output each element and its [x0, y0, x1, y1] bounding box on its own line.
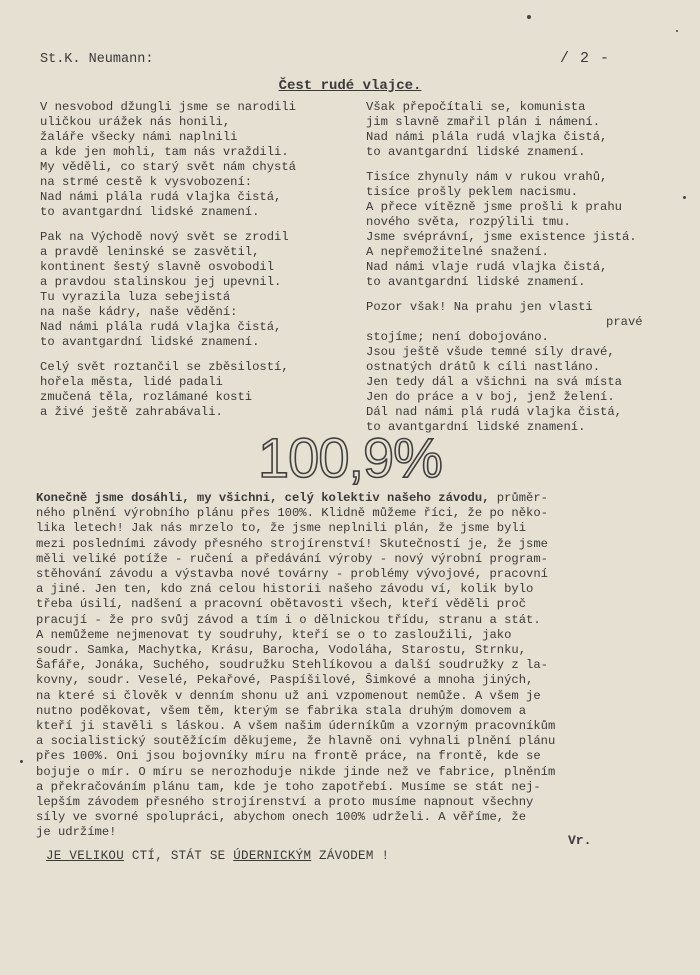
poem-right-column — [366, 100, 686, 445]
headline-percentage: 100,9% — [258, 426, 442, 489]
article-line: Šafáře, Jonáka, Suchého, soudružku Stehlíkovou a další soudružky z la- — [36, 658, 548, 673]
poem-line: na strmé cestě k vysvobození: — [40, 175, 253, 189]
poem-line: Tu vyrazila luza sebejistá — [40, 290, 231, 304]
poem-stanza — [366, 170, 686, 290]
poem-line: Nad námi plála rudá vlajka čistá, — [40, 320, 282, 334]
poem-line: a živé ještě zahrabávali. — [40, 405, 223, 419]
article-body — [36, 491, 678, 841]
poem-line: Nad námi plála rudá vlajka čistá, — [366, 130, 608, 144]
ink-speck — [20, 760, 23, 763]
article-line: soudr. Samka, Machytka, Krásu, Barocha, Vodoláha, Starostu, Strnku, — [36, 643, 527, 658]
poem-line: Celý svět roztančil se zběsilostí, — [40, 360, 289, 374]
page-number: / 2 - — [560, 50, 611, 67]
article-line: na které si člověk v denním shonu už ani vzpomenout nemůže. A všem je — [36, 688, 541, 703]
poem-line: to avantgardní lidské znamení. — [40, 335, 260, 349]
poem-line: Nad námi vlaje rudá vlajka čistá, — [366, 260, 608, 274]
article-line: lepším závodem přesného strojírenství a proto musíme napnout všechny — [36, 795, 534, 810]
article-line: kteří ji stavěli s láskou. A všem našim úderníkům a vzorným pracovníkům — [36, 719, 556, 734]
article-signature: Vr. — [568, 833, 592, 848]
poem-line: hořela města, lidé padali — [40, 375, 223, 389]
poem-line: to avantgardní lidské znamení. — [366, 145, 586, 159]
poem-stanza — [40, 360, 356, 420]
poem-line: A nepřemožitelné snažení. — [366, 245, 549, 259]
poem-line: Nad námi plála rudá vlajka čistá, — [40, 190, 282, 204]
article-line: pracují - že pro svůj závod a tím i o dělnickou třídu, stranu a stát. — [36, 612, 541, 627]
poem-line: Jsou ještě všude temné síly dravé, — [366, 345, 615, 359]
poem-line: uličkou urážek nás honili, — [40, 115, 231, 129]
poem-line: a pravdou stalinskou jej upevnil. — [40, 275, 282, 289]
poem-line: My věděli, co starý svět nám chystá — [40, 160, 296, 174]
poem-left-column — [40, 100, 356, 430]
poem-line: Však přepočítali se, komunista — [366, 100, 586, 114]
poem-stanza — [40, 100, 356, 220]
poem-line: ostnatých drátů k cíli nastláno. — [366, 360, 601, 374]
poem-stanza — [366, 100, 686, 160]
article-line: nutno poděkovat, všem těm, kterým se fabrika stala druhým domovem a — [36, 703, 527, 718]
article-line: měli veliké potíže - ručení a předávání výroby - nový výrobní program- — [36, 551, 548, 566]
poem-line: Pozor však! Na prahu jen vlasti — [366, 300, 593, 314]
slogan-part-c: ÚDERNICKÝM — [233, 849, 312, 863]
poem-line: a kde jen mohli, tam nás vraždili. — [40, 145, 289, 159]
ink-speck — [527, 15, 531, 19]
poem-line: zmučená těla, rozlámané kosti — [40, 390, 253, 404]
slogan-part-d: ZÁVODEM ! — [311, 849, 390, 863]
poem-line: nového světa, rozpýlili tmu. — [366, 215, 571, 229]
article-line: stěhování závodu a výstavba nové továrny - problémy vývojové, pracovní — [36, 567, 548, 582]
poem-line: to avantgardní lidské znamení. — [366, 275, 586, 289]
article-line: A nemůžeme nejmenovat ty soudruhy, kteří se o to zasloužili, jako — [36, 627, 512, 642]
article-line: mezi posledními závody přesného strojírenství! Skutečností je, že jsme — [36, 536, 548, 551]
poem-stanza — [366, 300, 686, 435]
poem-line: to avantgardní lidské znamení. — [40, 205, 260, 219]
poem-line: stojíme; není dobojováno. — [366, 330, 549, 344]
poem-line: A přece vítězně jsme prošli k prahu — [366, 200, 622, 214]
poem-title: Čest rudé vlajce. — [278, 78, 422, 94]
poem-stanza — [40, 230, 356, 350]
article-line: třeba úsilí, nadšení a pracovní obětavosti všech, kteří věděli proč — [36, 597, 527, 612]
poem-line: a pravdě leninské se zasvětil, — [40, 245, 260, 259]
slogan-part-b: CTÍ, STÁT SE — [124, 849, 234, 863]
article-line: je udržíme! — [36, 825, 117, 840]
poem-line: jim slavně zmařil plán i námení. — [366, 115, 601, 129]
poem-line: V nesvobod džungli jsme se narodili — [40, 100, 296, 114]
poem-line: Jsme svéprávní, jsme existence jistá. — [366, 230, 637, 244]
poem-line: na naše kádry, naše vědění: — [40, 305, 238, 319]
poem-line: Jen tedy dál a všichni na svá místa — [366, 375, 622, 389]
slogan-part-a: JE VELIKOU — [46, 849, 125, 863]
poem-line: žaláře všecky námi naplnili — [40, 130, 238, 144]
slogan — [46, 849, 389, 863]
article-line: bojuje o mír. O míru se nerozhoduje nikde jinde než ve fabrice, plněním — [36, 764, 556, 779]
author-name: St.K. Neumann: — [40, 52, 154, 67]
article-line: síly ve svorné spolupráci, abychom onech 100% udrželi. A věříme, že — [36, 810, 527, 825]
ink-speck — [676, 30, 678, 32]
article-line: lika letech! Jak nás mrzelo to, že jsme neplnili plán, že jsme byli — [36, 521, 527, 536]
poem-line: to avantgardní lidské znamení. — [366, 420, 586, 434]
poem-line: tisíce prošly peklem nacismu. — [366, 185, 579, 199]
article-line: a jiné. Jen ten, kdo zná celou historii našeho závodu ví, kolik bylo — [36, 582, 534, 597]
poem-line: Dál nad námi plá rudá vlajka čistá, — [366, 405, 622, 419]
poem-line: Tisíce zhynuly nám v rukou vrahů, — [366, 170, 608, 184]
article-line: a překračováním plánu tam, kde je toho zapotřebí. Musíme se stát nej- — [36, 779, 541, 794]
article-line: kovny, soudr. Veselé, Pekařové, Paspíšilové, Šimkové a mnoha jiných, — [36, 673, 534, 688]
poem-line: Pak na Východě nový svět se zrodil — [40, 230, 289, 244]
poem-line: pravé — [606, 315, 643, 329]
ink-speck — [683, 196, 686, 199]
article-lead-rest: průměr- — [489, 491, 548, 505]
article-line: přes 100%. Oni jsou bojovníky míru na frontě práce, na frontě, kde se — [36, 749, 541, 764]
article-lead: Konečně jsme dosáhli, my všichni, celý kolektiv našeho závodu, — [36, 491, 490, 505]
article-line: ného plnění výrobního plánu přes 100%. Klidně můžeme říci, že po něko- — [36, 506, 548, 521]
poem-line: kontinent šestý slavně osvobodil — [40, 260, 275, 274]
poem-line: Jen do práce a v boj, jenž želení. — [366, 390, 615, 404]
article-line: a socialistický soutěžícím děkujeme, že hlavně oni vyhnali plnění plánu — [36, 734, 556, 749]
article-first-line — [36, 491, 678, 506]
